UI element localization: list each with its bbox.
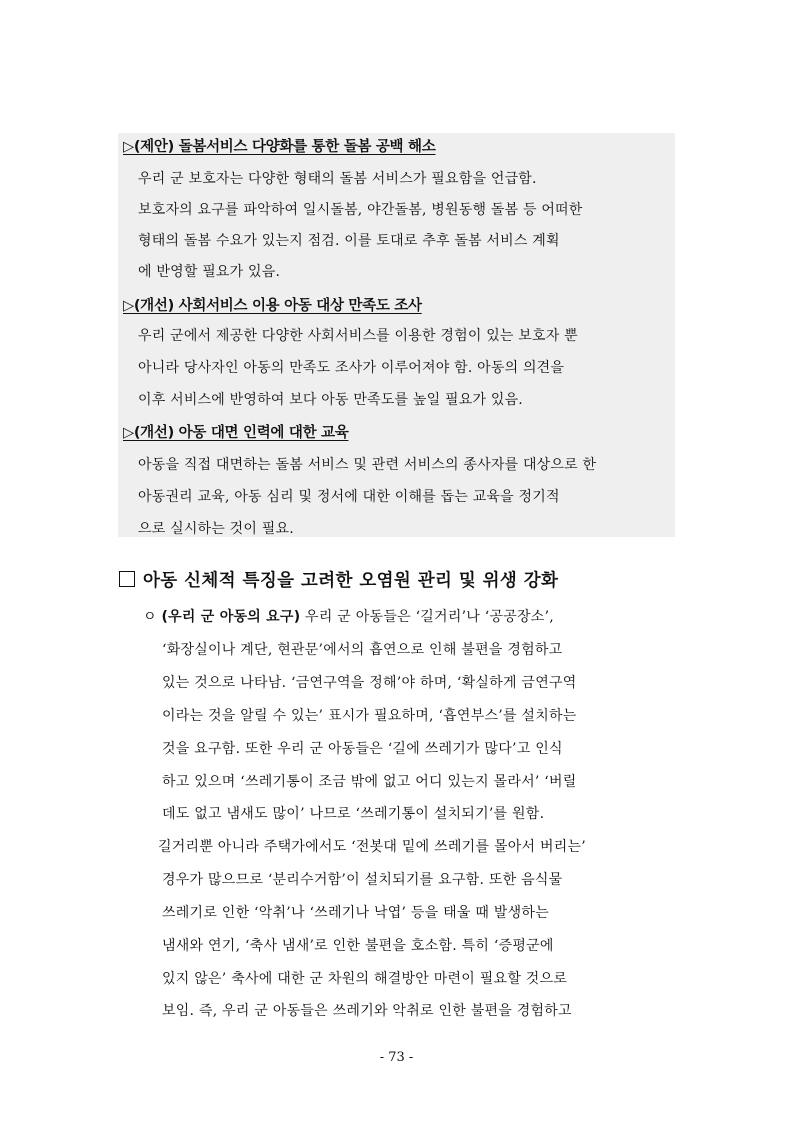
body-line: 길거리뿐 아니라 주택가에서도 ‘전봇대 밑에 쓰레기를 몰아서 버리는’: [158, 839, 586, 855]
proposal-heading-1: ▷(제안) 돌봄서비스 다양화를 통한 돌봄 공백 해소: [123, 139, 436, 155]
body-line: ‘화장실이나 계단, 현관문’에서의 흡연으로 인해 불편을 경험하고: [162, 642, 563, 658]
proposal-1-line: 우리 군 보호자는 다양한 형태의 돌봄 서비스가 필요함을 언급함.: [138, 171, 537, 187]
body-line: 있지 않은’ 축사에 대한 군 차원의 해결방안 마련이 필요할 것으로: [162, 971, 568, 987]
body-line: 것을 요구함. 또한 우리 군 아동들은 ‘길에 쓰레기가 많다’고 인식: [162, 741, 563, 757]
body-line: 경우가 많으므로 ‘분리수거함’이 설치되기를 요구함. 또한 음식물: [162, 872, 563, 888]
checkbox-icon: [119, 571, 135, 587]
proposal-1-line: 형태의 돌봄 수요가 있는지 점검. 이를 토대로 추후 돌봄 서비스 계획: [138, 233, 560, 249]
proposal-2-line: 아니라 당사자인 아동의 만족도 조사가 이루어져야 함. 아동의 의견을: [138, 360, 565, 376]
proposal-2-line: 이후 서비스에 반영하여 보다 아동 만족도를 높일 필요가 있음.: [138, 392, 523, 408]
proposal-1-line: 보호자의 요구를 파악하여 일시돌봄, 야간돌봄, 병원동행 돌봄 등 어떠한: [138, 202, 583, 218]
bullet-lead: (우리 군 아동의 요구): [161, 609, 301, 625]
body-line: 이라는 것을 알릴 수 있는’ 표시가 필요하며, ‘흡연부스’를 설치하는: [162, 708, 577, 724]
bullet-first-line-text: 우리 군 아동들은 ‘길거리’나 ‘공공장소’,: [300, 609, 554, 625]
body-line: 냄새와 연기, ‘축사 냄새’로 인한 불편을 호소함. 특히 ‘증평군에: [162, 938, 554, 954]
proposal-1-line: 에 반영할 필요가 있음.: [138, 264, 281, 280]
proposal-3-line: 아동권리 교육, 아동 심리 및 정서에 대한 이해를 돕는 교육을 정기적: [138, 489, 560, 505]
page-number: - 73 -: [379, 1050, 414, 1065]
proposal-3-line: 으로 실시하는 것이 필요.: [138, 521, 294, 537]
proposal-2-line: 우리 군에서 제공한 다양한 사회서비스를 이용한 경험이 있는 보호자 뿐: [138, 328, 578, 344]
proposal-heading-2: ▷(개선) 사회서비스 이용 아동 대상 만족도 조사: [123, 298, 422, 314]
body-line: 쓰레기로 인한 ‘악취’나 ‘쓰레기나 낙엽’ 등을 태울 때 발생하는: [162, 905, 549, 921]
body-line: 보임. 즉, 우리 군 아동들은 쓰레기와 악취로 인한 불편을 경험하고: [162, 1003, 572, 1019]
section-title: [119, 567, 558, 592]
body-line: 하고 있으며 ‘쓰레기통이 조금 밖에 없고 어디 있는지 몰라서’ ‘버릴: [162, 774, 577, 790]
proposal-heading-3: ▷(개선) 아동 대면 인력에 대한 교육: [123, 425, 349, 441]
body-line: 데도 없고 냄새도 많이’ 나므로 ‘쓰레기통이 설치되기’를 원함.: [162, 806, 545, 822]
section-title-text: 아동 신체적 특징을 고려한 오염원 관리 및 위생 강화: [143, 571, 559, 591]
bullet-marker: ㅇ: [143, 609, 157, 625]
body-line: 있는 것으로 나타남. ‘금연구역을 정해’야 하며, ‘확실하게 금연구역: [162, 675, 577, 691]
bullet-first-line: [143, 606, 554, 626]
proposal-3-line: 아동을 직접 대면하는 돌봄 서비스 및 관련 서비스의 종사자를 대상으로 한: [138, 457, 597, 473]
